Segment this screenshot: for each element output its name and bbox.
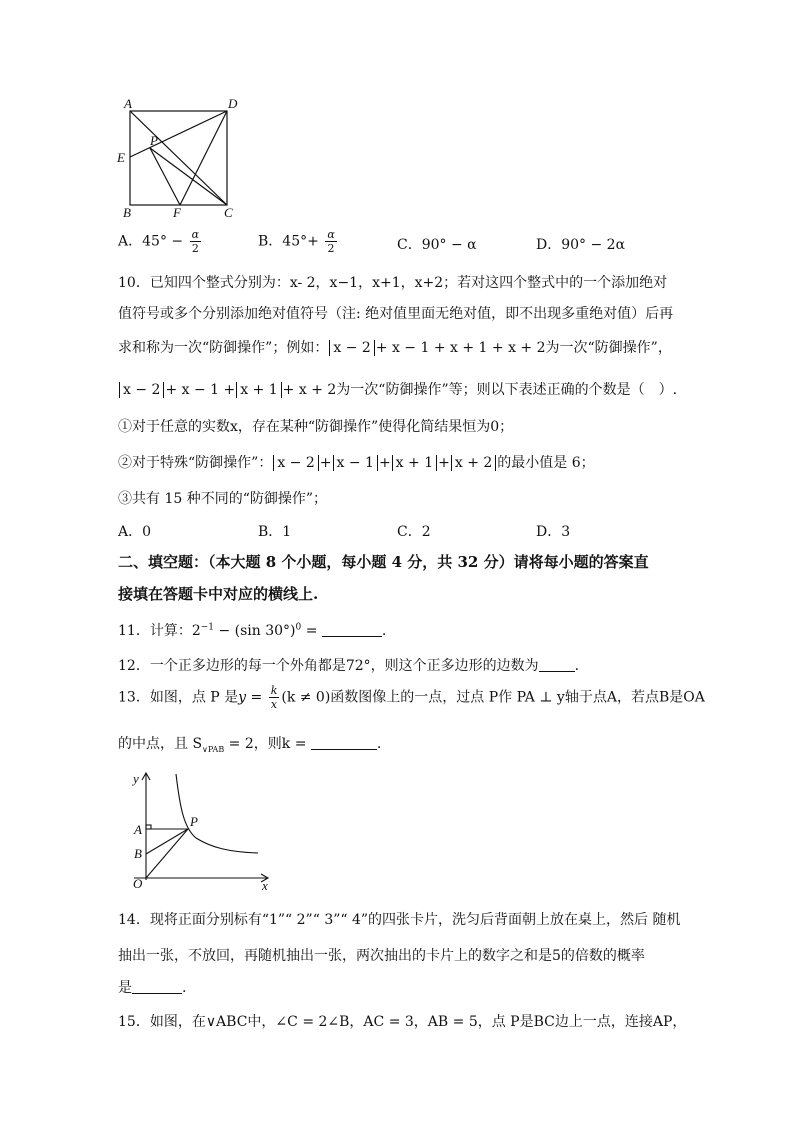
q12-answer-blank[interactable] (539, 657, 575, 672)
axis-label-y: y (133, 771, 139, 786)
segment-pb (146, 829, 188, 854)
q9-option-c: C．90° − α (397, 237, 477, 253)
q13-answer-blank[interactable] (311, 735, 377, 750)
right-angle-mark (146, 825, 151, 829)
section2-heading-line1: 二、填空题：（本大题 8 个小题，每小题 4 分，共 32 分）请将每小题的答案直 (118, 553, 649, 571)
q12: 12．一个正多边形的每一个外角都是72°，则这个正多边形的边数为 . (118, 658, 580, 674)
q10-option-c: C．2 (397, 524, 431, 540)
q15-line-1: 15．如图，在∨ABC中，∠C = 2∠B，AC = 3，AB = 5，点 P是BC边上一点，连接AP， (118, 1014, 687, 1030)
q11: 11．计算：$2^{-1} - (\sin$ 30°)$^0$ = . (118, 622, 387, 639)
q10-option-a: A．0 (118, 524, 152, 540)
label-f: F (173, 205, 181, 220)
point-label-o: O (133, 876, 143, 891)
point-label-p: P (190, 814, 198, 829)
axis-label-x: x (262, 878, 268, 892)
q10-option-b: B．1 (258, 524, 292, 540)
q9-option-a: A．45° − $\frac{\alpha}{2}$ (118, 228, 200, 255)
q9-option-b: B．45°+ $\frac{\alpha}{2}$ (258, 228, 335, 255)
label-e: E (117, 150, 125, 165)
section2-heading-line2: 接填在答题卡中对应的横线上. (118, 585, 319, 603)
label-p: P (150, 133, 158, 148)
q11-answer-blank[interactable] (322, 622, 382, 637)
q10-line-3: 求和称为一次“防御操作”；例如： x − 2 + x − 1 + x + 1 + x + 2为一次“防御操作”， (118, 340, 672, 356)
point-label-a: A (134, 822, 142, 837)
q10-item-1: ①对于任意的实数x，存在某种“防御操作”使得化简结果恒为0； (118, 419, 514, 435)
hyperbola-curve (176, 774, 258, 853)
q14-line-3: 是 . (118, 980, 187, 996)
segment-po (146, 829, 188, 878)
square-geometry-figure (112, 94, 252, 220)
label-c: C (224, 205, 233, 220)
point-label-b: B (134, 846, 142, 861)
q14-answer-blank[interactable] (132, 979, 182, 994)
q10-option-d: D．3 (536, 524, 571, 540)
q10-item-3: ③共有 15 种不同的“防御操作”； (118, 491, 328, 507)
q13-line-2: 的中点，且 $S_{\vee PAB} = 2$，则k = . (118, 736, 382, 754)
q10-line-1: 10．已知四个整式分别为：x- 2，x−1，x+1，x+2；若对这四个整式中的一个添加绝对 (118, 275, 668, 291)
q10-item-2: ②对于特殊“防御操作”： x − 2 + x − 1 + x + 1 + x + 2 的最小值是 6； (118, 455, 595, 471)
segment-df (180, 111, 227, 205)
label-a: A (124, 96, 132, 111)
inverse-function-graph (120, 768, 280, 892)
q10-line-2: 值符号或多个分别添加绝对值符号（注: 绝对值里面无绝对值，即不出现多重绝对值）后再 (118, 306, 674, 322)
label-b: B (123, 205, 131, 220)
q10-line-4: x − 2 + x − 1 + x + 1 + x + 2为一次“防御操作”等；则以下表述正确的个数是（ ）. (118, 379, 677, 399)
diagonal-ac (130, 111, 227, 205)
q14-line-1: 14．现将正面分别标有“1”“ 2”“ 3”“ 4”的四张卡片，洗匀后背面朝上放在桌上，然后 随机 (118, 912, 681, 928)
q13-line-1: 13．如图，点 P 是y = $\frac{k}{x}$ (k ≠ 0)函数图像上的一点，过点 P作 PA ⊥ y轴于点A，若点B是OA (118, 684, 705, 711)
segment-pf (150, 148, 180, 205)
q9-option-d: D．90° − 2α (536, 237, 626, 253)
q14-line-2: 抽出一张，不放回，再随机抽出一张，两次抽出的卡片上的数字之和是5的倍数的概率 (118, 948, 645, 964)
label-d: D (228, 96, 238, 111)
segment-ed (130, 111, 227, 157)
segment-pc (150, 148, 227, 205)
